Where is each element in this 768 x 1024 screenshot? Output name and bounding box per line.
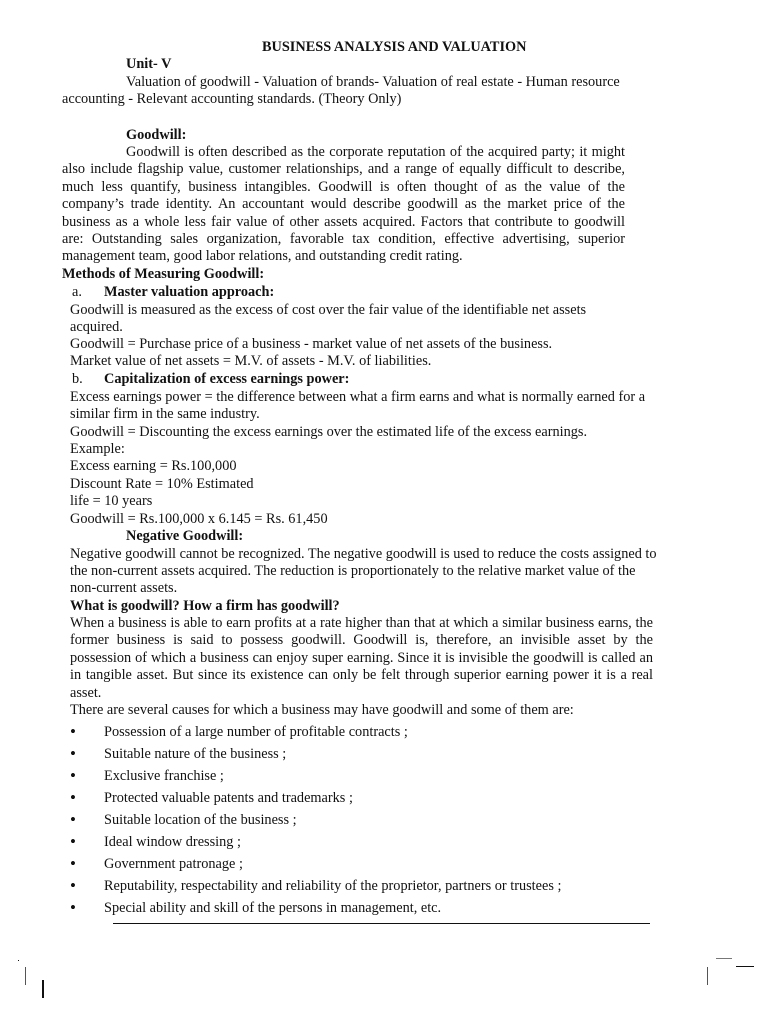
footer-divider (113, 923, 650, 924)
list-item-text: Reputability, respectability and reliability of the proprietor, partners or trustees ; (104, 878, 562, 894)
negative-goodwill-line: Negative goodwill cannot be recognized. The negative goodwill is used to reduce the costs assigned to (70, 546, 657, 562)
method-b-line: Goodwill = Discounting the excess earnings over the estimated life of the excess earnings. (70, 424, 588, 440)
method-a-title: Master valuation approach: (104, 284, 275, 300)
goodwill-body: Goodwill is often described as the corporate reputation of the acquired party; it might also include flagship value, customer relationships, and a range of equally difficult to describe, much less quantify, business intangibles. Goodwill is often thought of as the value of the company’s trade identity. An accountant would describe goodwill as the market price of the business as a whole less fair value of other assets acquired. Factors that contribute to goodwill are: Outstanding sales organization, favorable tax condition, effective advertising, superior management team, good labor relations, and outstanding credit rating. (62, 144, 625, 265)
syllabus-text: Valuation of goodwill - Valuation of brands- Valuation of real estate - Human resource accounting - Relevant accounting standards. (Theory Only) (62, 74, 620, 108)
crop-mark-right-line (736, 966, 754, 967)
method-a-line: Market value of net assets = M.V. of assets - M.V. of liabilities. (70, 353, 432, 369)
method-a-line: Goodwill = Purchase price of a business - market value of net assets of the business. (70, 336, 553, 352)
bullet-icon: • (70, 788, 76, 807)
list-item-text: Suitable location of the business ; (104, 812, 297, 828)
crop-mark-left-long (42, 980, 44, 998)
bullet-icon: • (70, 876, 76, 895)
crop-mark-left-short (25, 967, 26, 985)
bullet-icon: • (70, 832, 76, 851)
bullet-icon: • (70, 766, 76, 785)
list-item-text: Possession of a large number of profitable contracts ; (104, 724, 408, 740)
method-b-line: Goodwill = Rs.100,000 x 6.145 = Rs. 61,450 (70, 511, 328, 527)
method-b-title: Capitalization of excess earnings power: (104, 371, 350, 387)
method-b-line: Discount Rate = 10% Estimated (70, 476, 254, 492)
crop-mark-right-dash (716, 958, 732, 959)
list-item-text: Suitable nature of the business ; (104, 746, 287, 762)
bullet-icon: • (70, 854, 76, 873)
method-b-line: similar firm in the same industry. (70, 406, 260, 422)
method-b-line: Excess earning = Rs.100,000 (70, 458, 237, 474)
list-item-text: Exclusive franchise ; (104, 768, 224, 784)
method-a-line: Goodwill is measured as the excess of cost over the fair value of the identifiable net assets (70, 302, 587, 318)
method-a-line: acquired. (70, 319, 123, 335)
list-item-text: Government patronage ; (104, 856, 243, 872)
bullet-icon: • (70, 810, 76, 829)
methods-heading: Methods of Measuring Goodwill: (62, 266, 265, 282)
unit-heading: Unit- V (126, 56, 172, 72)
what-is-goodwill-body: When a business is able to earn profits at a rate higher than that at which a similar business earns, the former business is said to possess goodwill. Goodwill is, therefore, an invisible asset by the possession of which a business can enjoy super earning. Since it is invisible the goodwill is called an in tangible asset. But since its existence can only be felt through superior earning power it is a real asset. (70, 615, 653, 701)
goodwill-heading: Goodwill: (126, 127, 187, 143)
list-item-text: Ideal window dressing ; (104, 834, 241, 850)
method-b-marker: b. (72, 371, 83, 387)
bullet-icon: • (70, 722, 76, 741)
document-title: BUSINESS ANALYSIS AND VALUATION (262, 39, 527, 55)
bullet-icon: • (70, 744, 76, 763)
negative-goodwill-line: non-current assets. (70, 580, 178, 596)
method-b-line: life = 10 years (70, 493, 153, 509)
bullet-icon: • (70, 898, 76, 917)
causes-intro: There are several causes for which a business may have goodwill and some of them are: (70, 702, 574, 718)
crop-mark-right-vertical (707, 967, 708, 985)
method-b-line: Example: (70, 441, 125, 457)
list-item-text: Special ability and skill of the persons in management, etc. (104, 900, 442, 916)
crop-mark-left-tick (18, 960, 19, 961)
negative-goodwill-heading: Negative Goodwill: (126, 528, 244, 544)
method-a-marker: a. (72, 284, 82, 300)
method-b-line: Excess earnings power = the difference between what a firm earns and what is normally earned for a (70, 389, 646, 405)
list-item-text: Protected valuable patents and trademarks ; (104, 790, 353, 806)
negative-goodwill-line: the non-current assets acquired. The reduction is proportionately to the relative market value of the (70, 563, 636, 579)
what-is-goodwill-heading: What is goodwill? How a firm has goodwill? (70, 598, 340, 614)
